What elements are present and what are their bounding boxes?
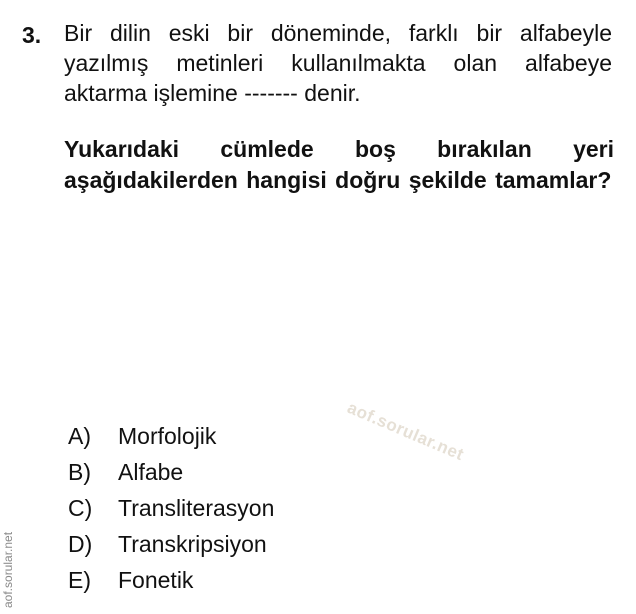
question-prompt: Yukarıdaki cümlede boş bırakılan yeri aşağıdakilerden hangisi doğru şekilde tamamlar? <box>64 136 614 193</box>
answer-options <box>68 418 274 598</box>
option-letter: D) <box>68 530 93 557</box>
option-d[interactable] <box>68 526 274 562</box>
option-text: Morfolojik <box>118 422 217 449</box>
option-letter: A) <box>68 422 91 449</box>
option-a[interactable] <box>68 418 274 454</box>
option-text: Transkripsiyon <box>118 530 267 557</box>
question-number: 3. <box>22 22 42 48</box>
option-text: Fonetik <box>118 566 194 593</box>
question-stem: Bir dilin eski bir döneminde, farklı bir alfabeyle yazılmış metinleri kullanılmakta olan alfabeye aktarma işlemine ------- denir. <box>64 20 612 106</box>
center-watermark: aof.sorular.net <box>344 398 467 465</box>
side-watermark: aof.sorular.net <box>1 531 15 608</box>
option-b[interactable] <box>68 454 274 490</box>
option-text: Alfabe <box>118 458 184 485</box>
option-letter: C) <box>68 494 93 521</box>
option-letter: E) <box>68 566 91 593</box>
option-e[interactable] <box>68 562 274 598</box>
option-text: Transliterasyon <box>118 494 275 521</box>
option-c[interactable] <box>68 490 274 526</box>
option-letter: B) <box>68 458 91 485</box>
